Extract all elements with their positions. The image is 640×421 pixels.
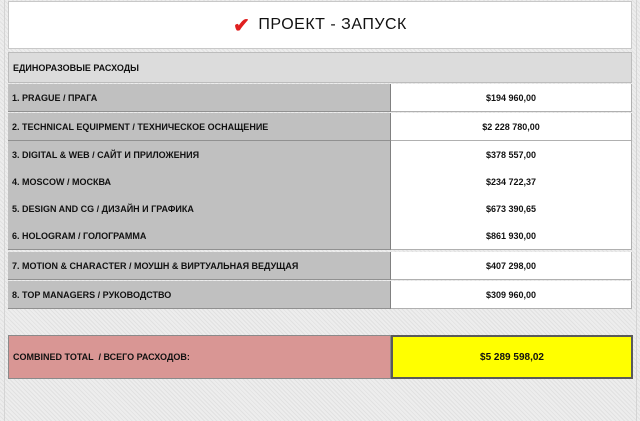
expense-value-cell[interactable]: $861 930,00 bbox=[391, 222, 632, 250]
expense-label-cell[interactable]: 1. PRAGUE / ПРАГА bbox=[8, 84, 391, 112]
expense-label-cell[interactable]: 2. TECHNICAL EQUIPMENT / ТЕХНИЧЕСКОЕ ОСНАЩЕНИЕ bbox=[8, 113, 391, 141]
table-row bbox=[8, 84, 632, 112]
expense-value-cell[interactable]: $234 722,37 bbox=[391, 168, 632, 196]
gridline bbox=[636, 0, 637, 421]
expense-label-cell[interactable]: 8. TOP MANAGERS / РУКОВОДСТВО bbox=[8, 281, 391, 309]
table-row bbox=[8, 222, 632, 250]
total-label-cell[interactable]: COMBINED TOTAL / ВСЕГО РАСХОДОВ: bbox=[8, 335, 391, 379]
expense-label-cell[interactable]: 4. MOSCOW / МОСКВА bbox=[8, 168, 391, 196]
gridline bbox=[4, 0, 5, 421]
expense-value-cell[interactable]: $673 390,65 bbox=[391, 195, 632, 223]
expense-label-cell[interactable]: 3. DIGITAL & WEB / САЙТ И ПРИЛОЖЕНИЯ bbox=[8, 141, 391, 169]
total-value-cell[interactable]: $5 289 598,02 bbox=[391, 335, 633, 379]
section-header-label: ЕДИНОРАЗОВЫЕ РАСХОДЫ bbox=[13, 62, 139, 73]
expense-value-cell[interactable]: $309 960,00 bbox=[391, 281, 632, 309]
expense-label-cell[interactable]: 5. DESIGN AND CG / ДИЗАЙН И ГРАФИКА bbox=[8, 195, 391, 223]
table-row bbox=[8, 281, 632, 309]
expense-label-cell[interactable]: 6. HOLOGRAM / ГОЛОГРАММА bbox=[8, 222, 391, 250]
expense-value-cell[interactable]: $194 960,00 bbox=[391, 84, 632, 112]
expense-value-cell[interactable]: $407 298,00 bbox=[391, 252, 632, 280]
table-row bbox=[8, 168, 632, 196]
expense-label-cell[interactable]: 7. MOTION & CHARACTER / МОУШН & ВИРТУАЛЬНАЯ ВЕДУЩАЯ bbox=[8, 252, 391, 280]
table-row bbox=[8, 195, 632, 223]
expense-value-cell[interactable]: $378 557,00 bbox=[391, 141, 632, 169]
section-header-cell[interactable] bbox=[8, 52, 632, 83]
table-row bbox=[8, 141, 632, 169]
page-title: ПРОЕКТ - ЗАПУСК bbox=[258, 16, 407, 33]
title-cell[interactable] bbox=[8, 1, 632, 49]
checkmark-icon: ✔ bbox=[233, 14, 251, 37]
table-row bbox=[8, 252, 632, 280]
expense-value-cell[interactable]: $2 228 780,00 bbox=[391, 113, 632, 141]
table-row bbox=[8, 113, 632, 141]
